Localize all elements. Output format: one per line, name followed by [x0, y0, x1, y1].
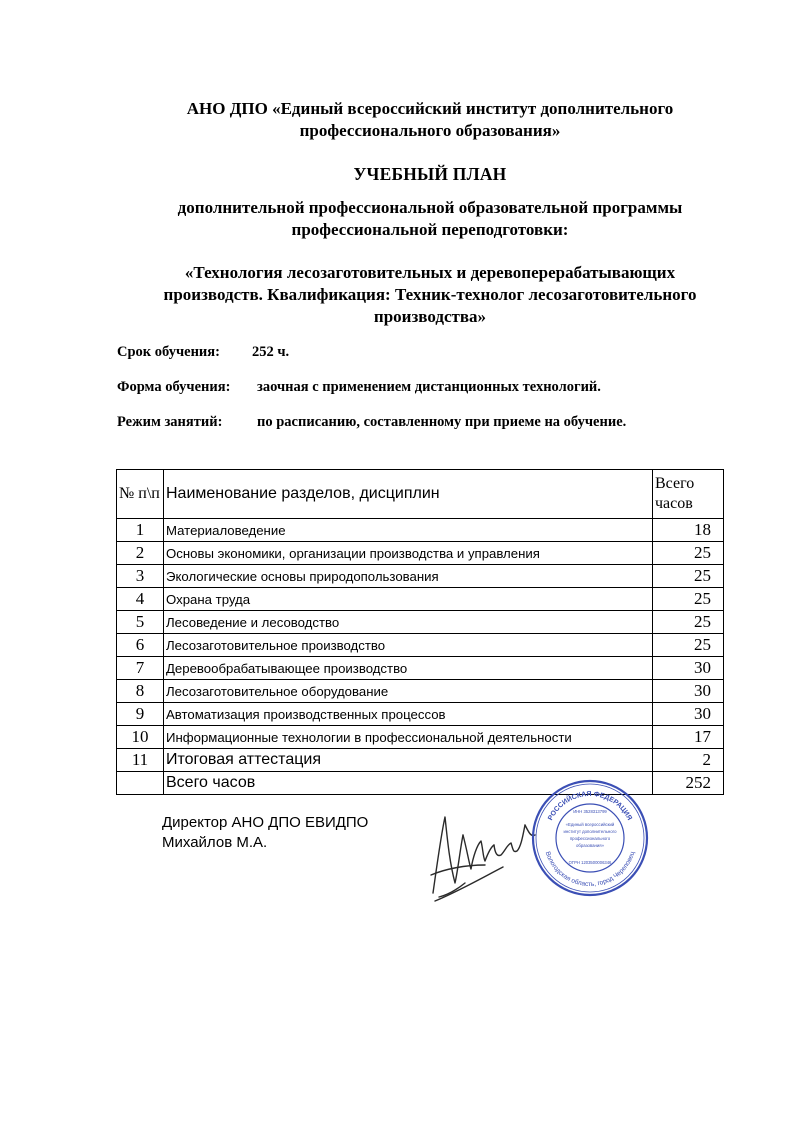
row-name: Экологические основы природопользования	[164, 565, 653, 588]
document-subtitle	[100, 197, 760, 241]
row-name: Деревообрабатывающее производство	[164, 657, 653, 680]
total-hours: 252	[653, 772, 724, 795]
row-num: 6	[117, 634, 164, 657]
row-name: Информационные технологии в профессиональной деятельности	[164, 726, 653, 749]
row-num: 11	[117, 749, 164, 772]
row-num: 9	[117, 703, 164, 726]
stamp-bottom-text: Вологодская область, город Череповец	[543, 850, 637, 889]
stamp-inn: ИНН 3528313799	[573, 809, 607, 814]
row-num: 2	[117, 542, 164, 565]
form-label: Форма обучения:	[117, 379, 231, 395]
table-row	[117, 634, 724, 657]
document-title: УЧЕБНЫЙ ПЛАН	[353, 164, 507, 184]
row-hours: 17	[653, 726, 724, 749]
header-name: Наименование разделов, дисциплин	[164, 470, 653, 519]
row-num: 10	[117, 726, 164, 749]
row-num: 4	[117, 588, 164, 611]
subtitle-line-2: профессиональной переподготовки:	[291, 220, 569, 239]
row-hours: 25	[653, 634, 724, 657]
row-num: 7	[117, 657, 164, 680]
total-label: Всего часов	[164, 772, 653, 795]
row-hours: 30	[653, 657, 724, 680]
row-name: Автоматизация производственных процессов	[164, 703, 653, 726]
handwritten-signature	[425, 805, 540, 905]
table-row	[117, 611, 724, 634]
row-hours: 25	[653, 588, 724, 611]
table-row	[117, 542, 724, 565]
row-name: Лесозаготовительное производство	[164, 634, 653, 657]
form-line	[117, 378, 601, 396]
row-hours: 25	[653, 565, 724, 588]
stamp-center-line-2: институт дополнительного	[563, 829, 617, 834]
duration-label: Срок обучения:	[117, 344, 220, 360]
table-row	[117, 680, 724, 703]
table-row	[117, 749, 724, 772]
stamp-center-line-3: профессионального	[569, 836, 611, 841]
mode-value: по расписанию, составленному при приеме на обучение.	[257, 414, 627, 430]
duration-value: 252 ч.	[252, 344, 290, 360]
program-line-2: производств. Квалификация: Техник-технолог лесозаготовительного	[163, 285, 697, 304]
row-name: Материаловедение	[164, 519, 653, 542]
table-row	[117, 588, 724, 611]
row-name: Лесоведение и лесоводство	[164, 611, 653, 634]
program-title	[100, 262, 760, 328]
header-hours: Всего часов	[653, 470, 724, 519]
row-hours: 18	[653, 519, 724, 542]
row-name: Итоговая аттестация	[164, 749, 653, 772]
table-row	[117, 657, 724, 680]
curriculum-table	[116, 469, 724, 795]
row-num: 3	[117, 565, 164, 588]
table-row	[117, 726, 724, 749]
row-hours: 30	[653, 703, 724, 726]
signature-block	[162, 813, 368, 853]
table-header-row	[117, 470, 724, 519]
form-value: заочная с применением дистанционных технологий.	[257, 379, 601, 395]
organization-stamp	[530, 778, 650, 898]
row-num: 5	[117, 611, 164, 634]
organization-name	[100, 98, 760, 142]
stamp-center-line-1: «Единый всероссийский	[565, 822, 615, 827]
program-line-1: «Технология лесозаготовительных и деревоперерабатывающих	[184, 263, 676, 282]
director-name: Михайлов М.А.	[162, 834, 268, 851]
table-row	[117, 519, 724, 542]
mode-line	[117, 413, 627, 431]
row-num: 1	[117, 519, 164, 542]
row-hours: 25	[653, 611, 724, 634]
duration-line	[117, 343, 290, 361]
row-name: Охрана труда	[164, 588, 653, 611]
program-line-3: производства»	[373, 307, 487, 326]
row-num: 8	[117, 680, 164, 703]
row-hours: 2	[653, 749, 724, 772]
org-line-1: АНО ДПО «Единый всероссийский институт дополнительного	[186, 99, 674, 118]
stamp-center-line-4: образования»	[575, 843, 605, 848]
table-row	[117, 703, 724, 726]
subtitle-line-1: дополнительной профессиональной образовательной программы	[177, 198, 683, 217]
table-row	[117, 565, 724, 588]
stamp-ogrn: ОГРН 1203500006346	[568, 860, 612, 865]
row-hours: 30	[653, 680, 724, 703]
row-name: Лесозаготовительное оборудование	[164, 680, 653, 703]
row-name: Основы экономики, организации производства и управления	[164, 542, 653, 565]
header-num: № п\п	[117, 470, 164, 519]
total-num	[117, 772, 164, 795]
director-position: Директор АНО ДПО ЕВИДПО	[162, 814, 369, 831]
mode-label: Режим занятий:	[117, 414, 223, 430]
stamp-outer-text: РОССИЙСКАЯ ФЕДЕРАЦИЯ	[547, 790, 633, 822]
row-hours: 25	[653, 542, 724, 565]
org-line-2: профессионального образования»	[299, 121, 561, 140]
